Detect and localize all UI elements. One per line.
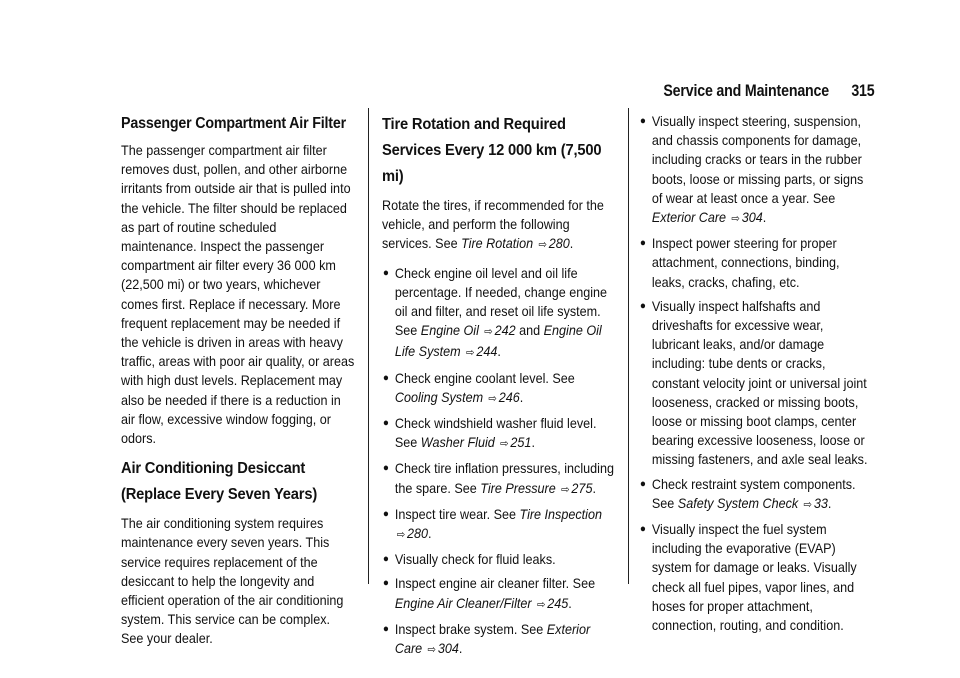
page-ref-arrow-icon: ⇨ [538, 239, 547, 252]
page-ref[interactable]: 245 [547, 595, 569, 611]
list-item: ● Inspect tire wear. See Tire Inspection ⇨ 280. [382, 506, 602, 542]
link-cooling-system[interactable]: Cooling System [394, 389, 484, 405]
bullet-icon: ● [382, 417, 390, 430]
column-middle [382, 112, 616, 665]
page-header [663, 82, 874, 101]
page-ref-arrow-icon: ⇨ [536, 598, 546, 611]
page-ref[interactable]: 304 [437, 641, 459, 657]
paragraph-ac-desiccant: The air conditioning system requires maintenance every seven years. This service requires replacement of the desiccant to help the longevity and efficient operation of the air conditioning system. This service can be complex. See your dealer. [121, 516, 344, 647]
section-title: Service and Maintenance [662, 82, 829, 100]
list-item: ● Check windshield washer fluid level. See Washer Fluid ⇨ 251. [382, 416, 597, 451]
paragraph-air-filter: The passenger compartment air filter removes dust, pollen, and other airborne irritants from outside air that is pulled into the vehicle. The filter should be replaced as part of routine scheduled maintenance. Inspect the passenger compartment air filter every 36 000 km (22,500 mi) or two years, whichever comes first. Replace if necessary. More frequent replacement may be needed if the vehicle is driven in areas with heavy traffic, areas with poor air quality, or areas with high dust levels. Replacement may also be needed if there is a reduction in air flow, excessive window fogging, or odors. [121, 143, 355, 447]
bullet-icon: ● [639, 115, 647, 127]
paragraph-tire-rotation-intro: Rotate the tires, if recommended for the vehicle, and perform the following services. See Tire Rotation ⇨ 280. [382, 198, 604, 252]
page-ref[interactable]: 275 [571, 480, 593, 496]
page-ref[interactable]: 280 [548, 236, 570, 252]
list-item: ● Check engine oil level and oil life percentage. If needed, change engine oil and filter, and reset oil life system. See Engine Oil ⇨ 242 and Engine Oil Life System ⇨ 244. [382, 265, 608, 360]
link-tire-inspection[interactable]: Tire Inspection [519, 506, 602, 522]
list-item: ● Visually inspect halfshafts and driveshafts for excessive wear, lubricant leaks, and/or damage including: tube dents or cracks, constant velocity joint or universal joint looseness, cracked or missing boots, loose or missing boot clamps, center bearing excessive looseness, loose or missing fasteners, and axle seal leaks. [639, 298, 868, 468]
bullet-icon: ● [639, 299, 647, 312]
link-engine-oil-life-system[interactable]: Engine Oil Life System [394, 323, 602, 360]
heading-passenger-air-filter: Passenger Compartment Air Filter [121, 115, 346, 132]
bullet-icon: ● [639, 523, 647, 536]
link-engine-oil[interactable]: Engine Oil [420, 323, 479, 339]
column-left [121, 112, 355, 657]
link-safety-system-check[interactable]: Safety System Check [677, 495, 799, 511]
page-ref-arrow-icon: ⇨ [396, 529, 406, 542]
list-item: ● Inspect power steering for proper attachment, connections, binding, leaks, cracks, chafing, etc. [639, 236, 840, 290]
page-ref[interactable]: 242 [494, 323, 516, 339]
list-item: ● Inspect engine air cleaner filter. See Engine Air Cleaner/Filter ⇨ 245. [382, 576, 596, 611]
page-ref[interactable]: 246 [498, 389, 520, 405]
page-ref-arrow-icon: ⇨ [731, 213, 740, 226]
bullet-icon: ● [382, 622, 390, 635]
bullet-icon: ● [382, 507, 390, 520]
link-engine-air-cleaner[interactable]: Engine Air Cleaner/Filter [394, 595, 532, 611]
link-tire-pressure[interactable]: Tire Pressure [480, 480, 556, 496]
list-item: ● Visually check for fluid leaks. [382, 550, 616, 569]
heading-ac-desiccant: Air Conditioning Desiccant (Replace Every Seven Years) [121, 460, 318, 504]
column-divider-right [628, 108, 629, 584]
service-list-right [639, 112, 873, 635]
heading-tire-rotation: Tire Rotation and Required Services Every 12 000 km (7,500 mi) [382, 116, 602, 185]
page-ref[interactable]: 33 [813, 495, 828, 511]
page-ref-arrow-icon: ⇨ [803, 498, 813, 511]
link-washer-fluid[interactable]: Washer Fluid [420, 435, 495, 451]
column-divider-left [368, 108, 369, 584]
list-item: ● Check engine coolant level. See Cooling System ⇨ 246. [382, 370, 575, 405]
page-ref[interactable]: 304 [741, 210, 763, 226]
page-ref[interactable]: 280 [407, 526, 429, 542]
page-ref-arrow-icon: ⇨ [488, 392, 497, 405]
list-item: ● Visually inspect steering, suspension, and chassis components for damage, including cracks or tears in the rubber boots, loose or missing parts, or signs of wear at least once a year. See Exterior Care ⇨ 304. [639, 114, 864, 226]
bullet-icon: ● [382, 462, 390, 475]
list-item: ● Visually inspect the fuel system including the evaporative (EVAP) system for damage or leaks. Visually check all fuel pipes, vapor lines, and hoses for proper attachment, connection, routing, and condition. [639, 522, 857, 634]
page-ref-arrow-icon: ⇨ [561, 483, 570, 496]
page-ref-arrow-icon: ⇨ [427, 644, 437, 657]
list-item: ● Inspect brake system. See Exterior Care ⇨ 304. [382, 621, 591, 657]
list-item: ● Check restraint system components. See Safety System Check ⇨ 33. [639, 476, 856, 511]
page-ref-arrow-icon: ⇨ [484, 326, 493, 339]
link-exterior-care[interactable]: Exterior Care [394, 621, 591, 657]
service-list-middle [382, 264, 616, 661]
page-ref[interactable]: 244 [476, 344, 498, 360]
page-ref[interactable]: 251 [510, 435, 532, 451]
column-right [639, 112, 873, 640]
bullet-icon: ● [382, 553, 390, 566]
bullet-icon: ● [639, 477, 647, 490]
link-tire-rotation[interactable]: Tire Rotation [461, 236, 534, 252]
bullet-icon: ● [382, 577, 390, 590]
page-number: 315 [850, 82, 874, 100]
page-ref-arrow-icon: ⇨ [466, 347, 475, 360]
link-exterior-care[interactable]: Exterior Care [651, 210, 727, 226]
bullet-icon: ● [382, 266, 390, 279]
bullet-icon: ● [639, 237, 647, 250]
page-ref-arrow-icon: ⇨ [500, 438, 509, 451]
list-item: ● Check tire inflation pressures, including the spare. See Tire Pressure ⇨ 275. [382, 461, 614, 496]
bullet-icon: ● [382, 371, 390, 384]
